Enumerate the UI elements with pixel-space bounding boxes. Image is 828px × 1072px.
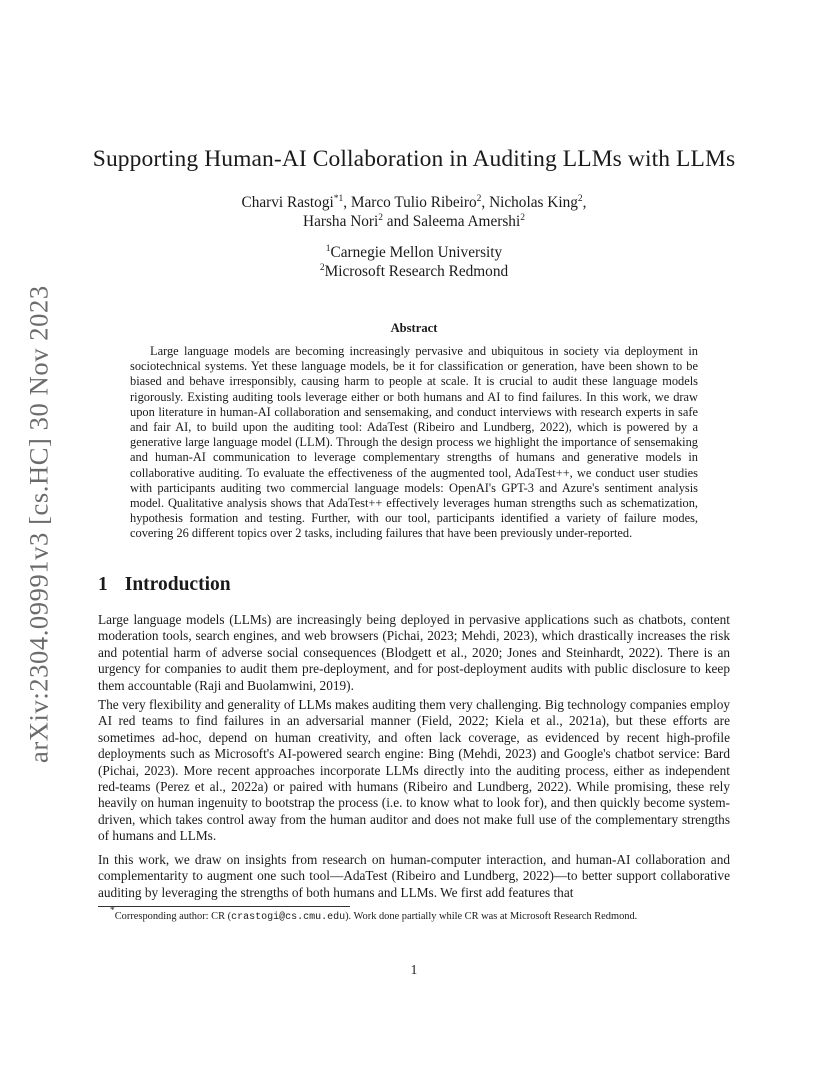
footnote-email: crastogi@cs.cmu.edu	[231, 912, 346, 923]
footnote-divider	[98, 906, 350, 907]
author-affiliation-mark: 2	[520, 213, 525, 223]
author-name: and Saleema Amershi	[382, 213, 521, 230]
affiliation-list	[0, 243, 828, 281]
body-paragraph: The very flexibility and generality of LLMs makes auditing them very challenging. Big technology companies employ AI red teams to find failures in an adversarial manner (Field, 2022; Kiela et al., 2021a), but these efforts are sometimes ad-hoc, depend on human creativity, and often lack coverage, as evidenced by recent high-profile deployments such as Microsoft's AI-powered search engine: Bing (Mehdi, 2023) and Google's chatbot service: Bard (Pichai, 2023). More recent approaches incorporate LLMs directly into the auditing process, either as independent red-teams (Perez et al., 2022a) or paired with humans (Ribeiro and Lundberg, 2022). While promising, these rely heavily on human ingenuity to bootstrap the process (i.e. to know what to look for), and then quickly become system-driven, which takes control away from the human auditor and does not make full use of the complementary strengths of humans and LLMs.	[98, 697, 730, 844]
author-affiliation-mark: *1	[333, 194, 344, 204]
section-number: 1	[98, 574, 108, 595]
body-paragraph: Large language models (LLMs) are increasingly being deployed in pervasive applications such as chatbots, content moderation tools, search engines, and web browsers (Pichai, 2023; Mehdi, 2023), which drastically increases the risk and potential harm of adverse social consequences (Blodgett et al., 2020; Jones and Steinhardt, 2022). There is an urgency for companies to audit them pre-deployment, and for post-deployment audits with public disclosure to keep them accountable (Raji and Buolamwini, 2019).	[98, 612, 730, 693]
affiliation-name: Microsoft Research Redmond	[324, 263, 509, 280]
affiliation-mark: 2	[319, 263, 325, 273]
affiliation-1	[0, 243, 828, 262]
paper-title: Supporting Human-AI Collaboration in Auditing LLMs with LLMs	[92, 146, 736, 172]
abstract-text: Large language models are becoming increasingly pervasive and ubiquitous in society via deployment in sociotechnical systems. Yet these language models, be it for classification or generation, have been shown to be biased and behave irresponsibly, causing harm to people at scale. It is crucial to audit these language models rigorously. Existing auditing tools leverage either or both humans and AI to find failures. In this work, we draw upon literature in human-AI collaboration and sensemaking, and conduct interviews with research experts in safe and fair AI, to build upon the auditing tool: AdaTest (Ribeiro and Lundberg, 2022), which is powered by a generative large language model (LLM). Through the design process we highlight the importance of sensemaking and human-AI communication to leverage complementary strengths of humans and generative models in collaborative auditing. To evaluate the effectiveness of the augmented tool, AdaTest++, we conduct user studies with participants auditing two commercial language models: OpenAI's GPT-3 and Azure's sentiment analysis model. Qualitative analysis shows that AdaTest++ effectively leverages human strengths such as schematization, hypothesis formation and testing. Further, with our tool, participants identified a variety of failure modes, covering 26 different topics over 2 tasks, including failures that have been previously under-reported.	[130, 344, 698, 541]
author-line-1	[0, 193, 828, 212]
footnote-mark: *	[110, 906, 115, 916]
footnote	[110, 906, 638, 924]
author-name: Charvi Rastogi	[241, 194, 334, 211]
author-name: , Marco Tulio Ribeiro	[343, 194, 477, 211]
author-line-2	[0, 212, 828, 231]
affiliation-name: Carnegie Mellon University	[330, 244, 503, 261]
abstract-heading: Abstract	[390, 321, 438, 335]
affiliation-mark: 1	[325, 244, 331, 254]
author-name: , Nicholas King	[481, 194, 578, 211]
section-heading	[98, 574, 231, 596]
author-affiliation-mark: 2	[476, 194, 482, 204]
author-name: Harsha Nori	[303, 213, 379, 230]
affiliation-2	[0, 262, 828, 281]
body-paragraph: In this work, we draw on insights from research on human-computer interaction, and human-AI collaboration and complementarity to augment one such tool—AdaTest (Ribeiro and Lundberg, 2022)—to better support collaborative auditing by leveraging the strengths of both humans and LLMs. We first add features that	[98, 852, 730, 900]
footnote-text: Corresponding author: CR (	[114, 911, 232, 922]
author-affiliation-mark: 2	[378, 213, 383, 223]
section-title: Introduction	[124, 574, 231, 595]
author-list	[0, 193, 828, 231]
author-separator: ,	[582, 194, 587, 211]
page-number: 1	[410, 962, 418, 977]
footnote-text: ). Work done partially while CR was at Microsoft Research Redmond.	[345, 911, 638, 922]
arxiv-identifier-stamp: arXiv:2304.09991v3 [cs.HC] 30 Nov 2023	[23, 285, 54, 763]
author-affiliation-mark: 2	[577, 194, 583, 204]
